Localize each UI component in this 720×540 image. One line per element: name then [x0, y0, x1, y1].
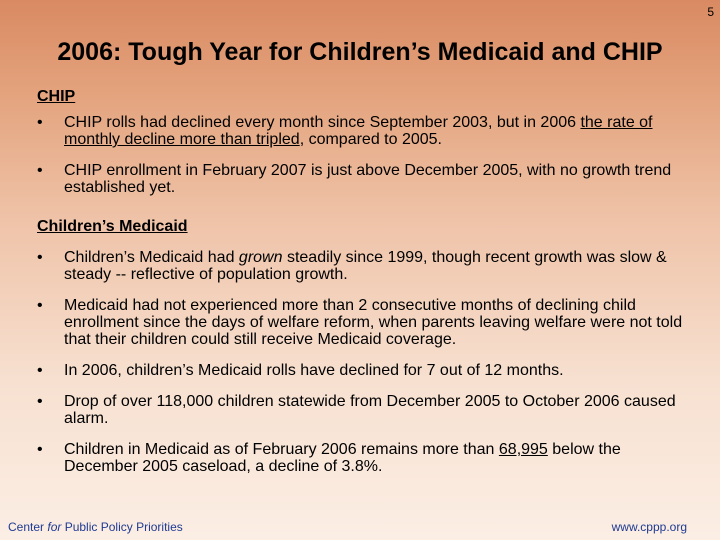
medicaid-bullet-list — [37, 249, 697, 475]
chip-heading: CHIP — [37, 88, 76, 105]
medicaid-bullet-3: • In 2006, children’s Medicaid rolls have declined for 7 out of 12 months. — [37, 362, 697, 379]
medicaid-heading: Children’s Medicaid — [37, 218, 188, 235]
chip-bullet-2: • CHIP enrollment in February 2007 is just above December 2005, with no growth trend established yet. — [37, 162, 697, 196]
grown-emphasis: grown — [238, 249, 283, 266]
slide-title: 2006: Tough Year for Children’s Medicaid and CHIP — [57, 38, 663, 66]
footer-organization: Center for Public Policy Priorities — [8, 520, 183, 534]
tripled-emphasis: the rate of monthly decline more than tripled — [64, 114, 653, 148]
medicaid-bullet-5: • Children in Medicaid as of February 2006 remains more than 68,995 below the December 2005 caseload, a decline of 3.8%. — [37, 441, 697, 475]
page-number: 5 — [707, 5, 714, 19]
chip-bullet-1: • CHIP rolls had declined every month since September 2003, but in 2006 the rate of monthly decline more than tripled, compared to 2005. — [37, 114, 697, 148]
medicaid-bullet-1: • Children’s Medicaid had grown steadily since 1999, though recent growth was slow & steady -- reflective of population growth. — [37, 249, 697, 283]
chip-bullet-list — [37, 114, 697, 196]
medicaid-bullet-4: • Drop of over 118,000 children statewide from December 2005 to October 2006 caused alarm. — [37, 393, 697, 427]
footer-website-link[interactable]: www.cppp.org — [611, 520, 687, 534]
caseload-number: 68,995 — [498, 441, 548, 458]
medicaid-bullet-2: • Medicaid had not experienced more than 2 consecutive months of declining child enrollment since the days of welfare reform, when parents leaving welfare were not told that their children could still receive Medicaid coverage. — [37, 297, 697, 348]
